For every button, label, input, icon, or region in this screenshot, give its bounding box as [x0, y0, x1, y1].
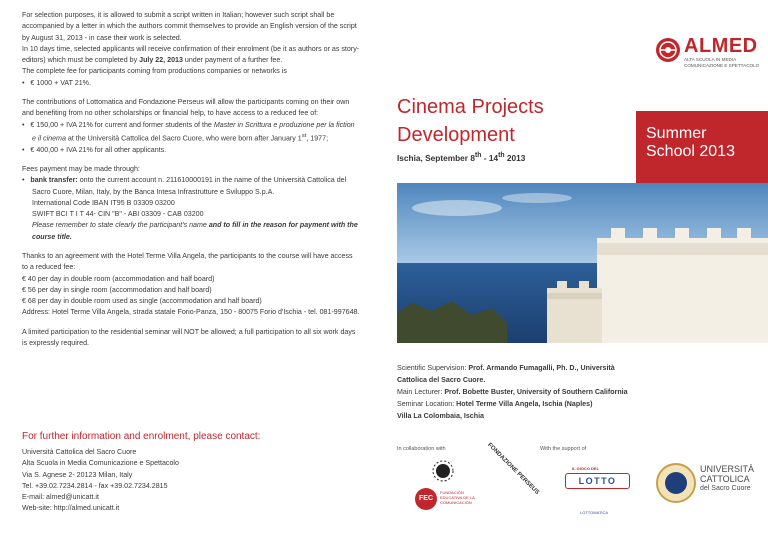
fec-logo: FEC	[415, 488, 437, 510]
payment-title: Fees payment may be made through:	[22, 164, 140, 173]
contact-email-link[interactable]: E-mail: almed@unicatt.it	[22, 493, 99, 502]
iban-code: International Code IBAN IT95 B 03309 03200	[32, 198, 175, 207]
fee-intro: The complete fee for participants coming from productions companies or networks is	[22, 67, 287, 76]
almed-emblem-icon	[656, 38, 680, 62]
intro-paragraph: For selection purposes, it is allowed to submit a script written in Italian; however such script shall be accompanied by a letter in which the authors commit themselves to provide an English version of the script by August 31, 2013 - in case their work is selected.	[22, 11, 357, 42]
support-label: With the support of	[540, 446, 587, 452]
reduced-fee-students: • € 150,00 + IVA 21% for current and former students of the Master in Scrittura e produzione per la fiction e il cinema at the Università Cattolica del Sacro Cuore, who were born after January 1st, 1977;	[22, 120, 355, 143]
contact-address: Via S. Agnese 2- 20123 Milan, Italy	[22, 470, 133, 479]
gioco-lotto-label: IL GIOCO DEL	[572, 466, 600, 471]
reduced-fee-others: • € 400,00 + IVA 21% for all other applicants.	[22, 145, 167, 154]
page-title: Cinema Projects Development	[397, 96, 544, 146]
lottomatica-logo: LOTTOMATICA	[580, 510, 609, 515]
contact-title: For further information and enrolment, please contact:	[22, 431, 261, 442]
hotel-agreement: Thanks to an agreement with the Hotel Terme Villa Angela, the participants to the course will have access to a reduced fee:	[22, 252, 353, 272]
participation-note: A limited participation to the residential seminar will NOT be allowed; a full participation to all six work days is expressly required.	[22, 327, 356, 348]
ucsc-seal-icon	[656, 463, 696, 508]
hotel-rate-single: € 56 per day in single room (accommodation and half board)	[22, 285, 212, 294]
summer-school-badge: Summer School 2013	[636, 111, 768, 186]
hotel-address: Address: Hotel Terme Villa Angela, strada statale Forio-Panza, 150 - 80075 Forio d'Ischia - tel. 081-997648.	[22, 308, 360, 317]
hotel-rate-double-single: € 68 per day in double room used as single (accommodation and half board)	[22, 297, 262, 306]
confirmation-paragraph: In 10 days time, selected applicants will receive confirmation of their enrolment (be it as authors or as story-editors) which must be completed by July 22, 2013 under payment of a further fee.	[22, 44, 360, 65]
contact-website-link[interactable]: Web-site: http://almed.unicatt.it	[22, 504, 120, 513]
contact-block	[22, 447, 179, 515]
contact-university: Università Cattolica del Sacro Cuore	[22, 448, 137, 456]
sun-icon	[428, 460, 458, 482]
ischia-photo	[397, 183, 768, 343]
info-lecturer: Main Lecturer: Prof. Bobette Buster, University of Southern California	[397, 388, 628, 396]
almed-logo-subtitle: ALTA SCUOLA IN MEDIA COMUNICAZIONE E SPETTACOLO	[684, 57, 760, 68]
info-location-2: Villa La Colombaia, Ischia	[397, 412, 484, 420]
lotto-logo: LOTTO	[565, 473, 630, 489]
payment-note: Please remember to state clearly the participant's name and to fill in the reason for payment with the course title.	[32, 221, 358, 241]
info-supervision: Scientific Supervision: Prof. Armando Fumagalli, Ph. D., Università Cattolica del Sacro Cuore.	[397, 364, 615, 384]
full-fee-item: • € 1000 + VAT 21%.	[22, 78, 91, 87]
left-panel	[22, 10, 360, 349]
bank-transfer-item: • bank transfer: onto the current account n. 211610000191 in the name of the Università Cattolica del Sacro Cuore, Milan, Italy, by the Banca Intesa Infrastrutture e Sviluppo S.p.A.	[22, 176, 347, 196]
swift-code: SWIFT BCI T I T 44- CIN "B" - ABI 03309 - CAB 03200	[32, 210, 204, 219]
collaboration-label: In collaboration with	[397, 446, 446, 452]
info-location: Seminar Location: Hotel Terme Villa Angela, Ischia (Naples)	[397, 400, 593, 408]
course-info	[397, 362, 642, 422]
fondazione-logo	[428, 460, 458, 487]
fec-logo-text: FUNDACIÓN EDUCATIVA DE LA COMUNICACIÓN	[440, 490, 475, 505]
reduced-fee-paragraph: The contributions of Lottomatica and Fondazione Perseus will allow the participants coming on their own and benefiting from no other scholarships or financial help, to have access to a reduced fee of:	[22, 98, 350, 118]
fondazione-perseus-logo: FONDAZIONE PERSEUS	[486, 442, 540, 496]
almed-logo-name: ALMED	[684, 35, 758, 57]
ucsc-logo-text: UNIVERSITÀ CATTOLICA del Sacro Cuore	[700, 464, 755, 492]
hotel-rate-double: € 40 per day in double room (accommodation and half board)	[22, 274, 215, 283]
contact-phone: Tel. +39.02.7234.2814 - fax +39.02.7234.2815	[22, 481, 168, 490]
contact-school: Alta Scuola in Media Comunicazione e Spettacolo	[22, 459, 179, 468]
event-dates: Ischia, September 8th - 14th 2013	[397, 152, 526, 163]
